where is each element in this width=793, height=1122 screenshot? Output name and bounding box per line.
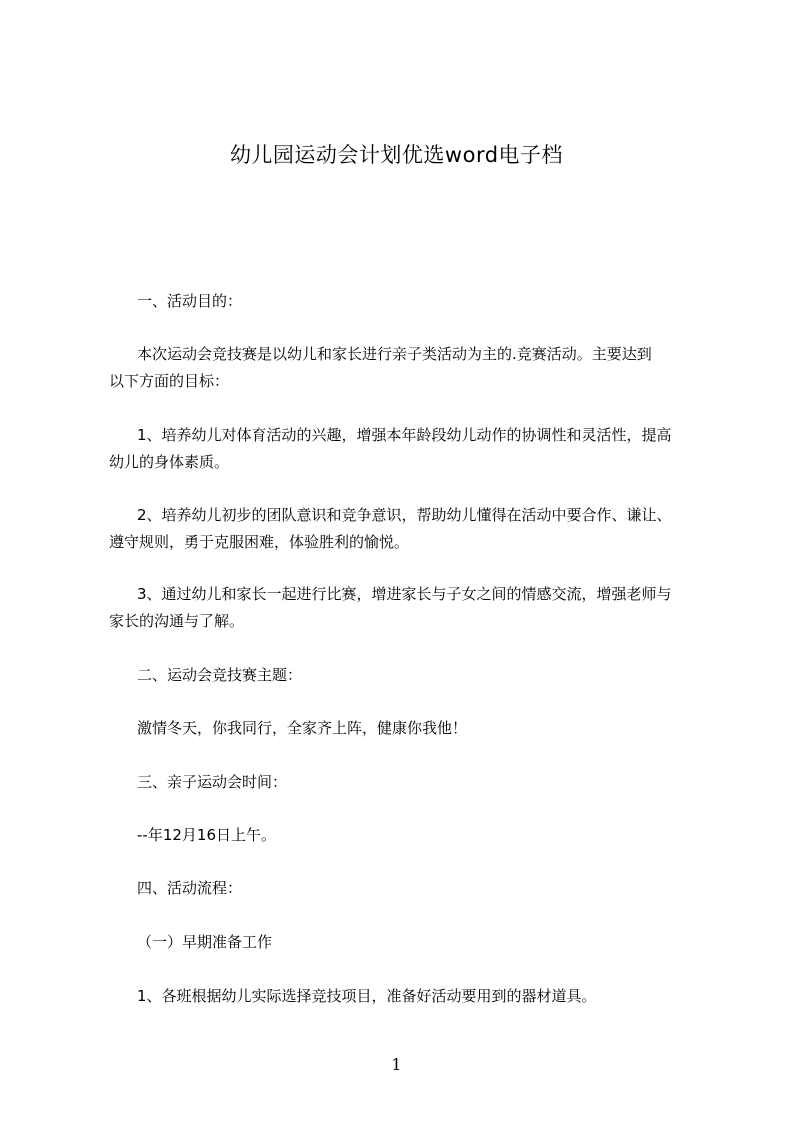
goal-item-1-line-1: 1、培养幼儿对体育活动的兴趣，增强本年龄段幼儿动作的协调性和灵活性，提高	[137, 426, 672, 444]
goal-item-1-line-2: 幼儿的身体素质。	[109, 453, 230, 471]
section-heading-time: 三、亲子运动会时间：	[137, 773, 288, 791]
goal-item-2-line-1: 2、培养幼儿初步的团队意识和竞争意识，帮助幼儿懂得在活动中要合作、谦让、	[137, 506, 672, 524]
paragraph-intro-line-1: 本次运动会竞技赛是以幼儿和家长进行亲子类活动为主的.竞赛活动。主要达到	[137, 345, 652, 363]
subsection-heading-preparation: （一）早期准备工作	[137, 933, 273, 951]
preparation-item-1: 1、各班根据幼儿实际选择竞技项目，准备好活动要用到的器材道具。	[137, 987, 597, 1005]
document-title: 幼儿园运动会计划优选word电子档	[229, 143, 564, 167]
section-heading-process: 四、活动流程：	[137, 879, 243, 897]
section-heading-purpose: 一、活动目的：	[137, 292, 243, 310]
goal-item-3-line-1: 3、通过幼儿和家长一起进行比赛，增进家长与子女之间的情感交流，增强老师与	[137, 585, 672, 603]
theme-text: 激情冬天，你我同行，全家齐上阵，健康你我他！	[137, 719, 468, 737]
page-number: 1	[391, 1055, 402, 1074]
goal-item-2-line-2: 遵守规则，勇于克服困难，体验胜利的愉悦。	[109, 533, 410, 551]
paragraph-intro-line-2: 以下方面的目标：	[109, 372, 230, 390]
goal-item-3-line-2: 家长的沟通与了解。	[109, 612, 245, 630]
time-text: --年12月16日上午。	[137, 826, 276, 844]
section-heading-theme: 二、运动会竞技赛主题：	[137, 666, 303, 684]
